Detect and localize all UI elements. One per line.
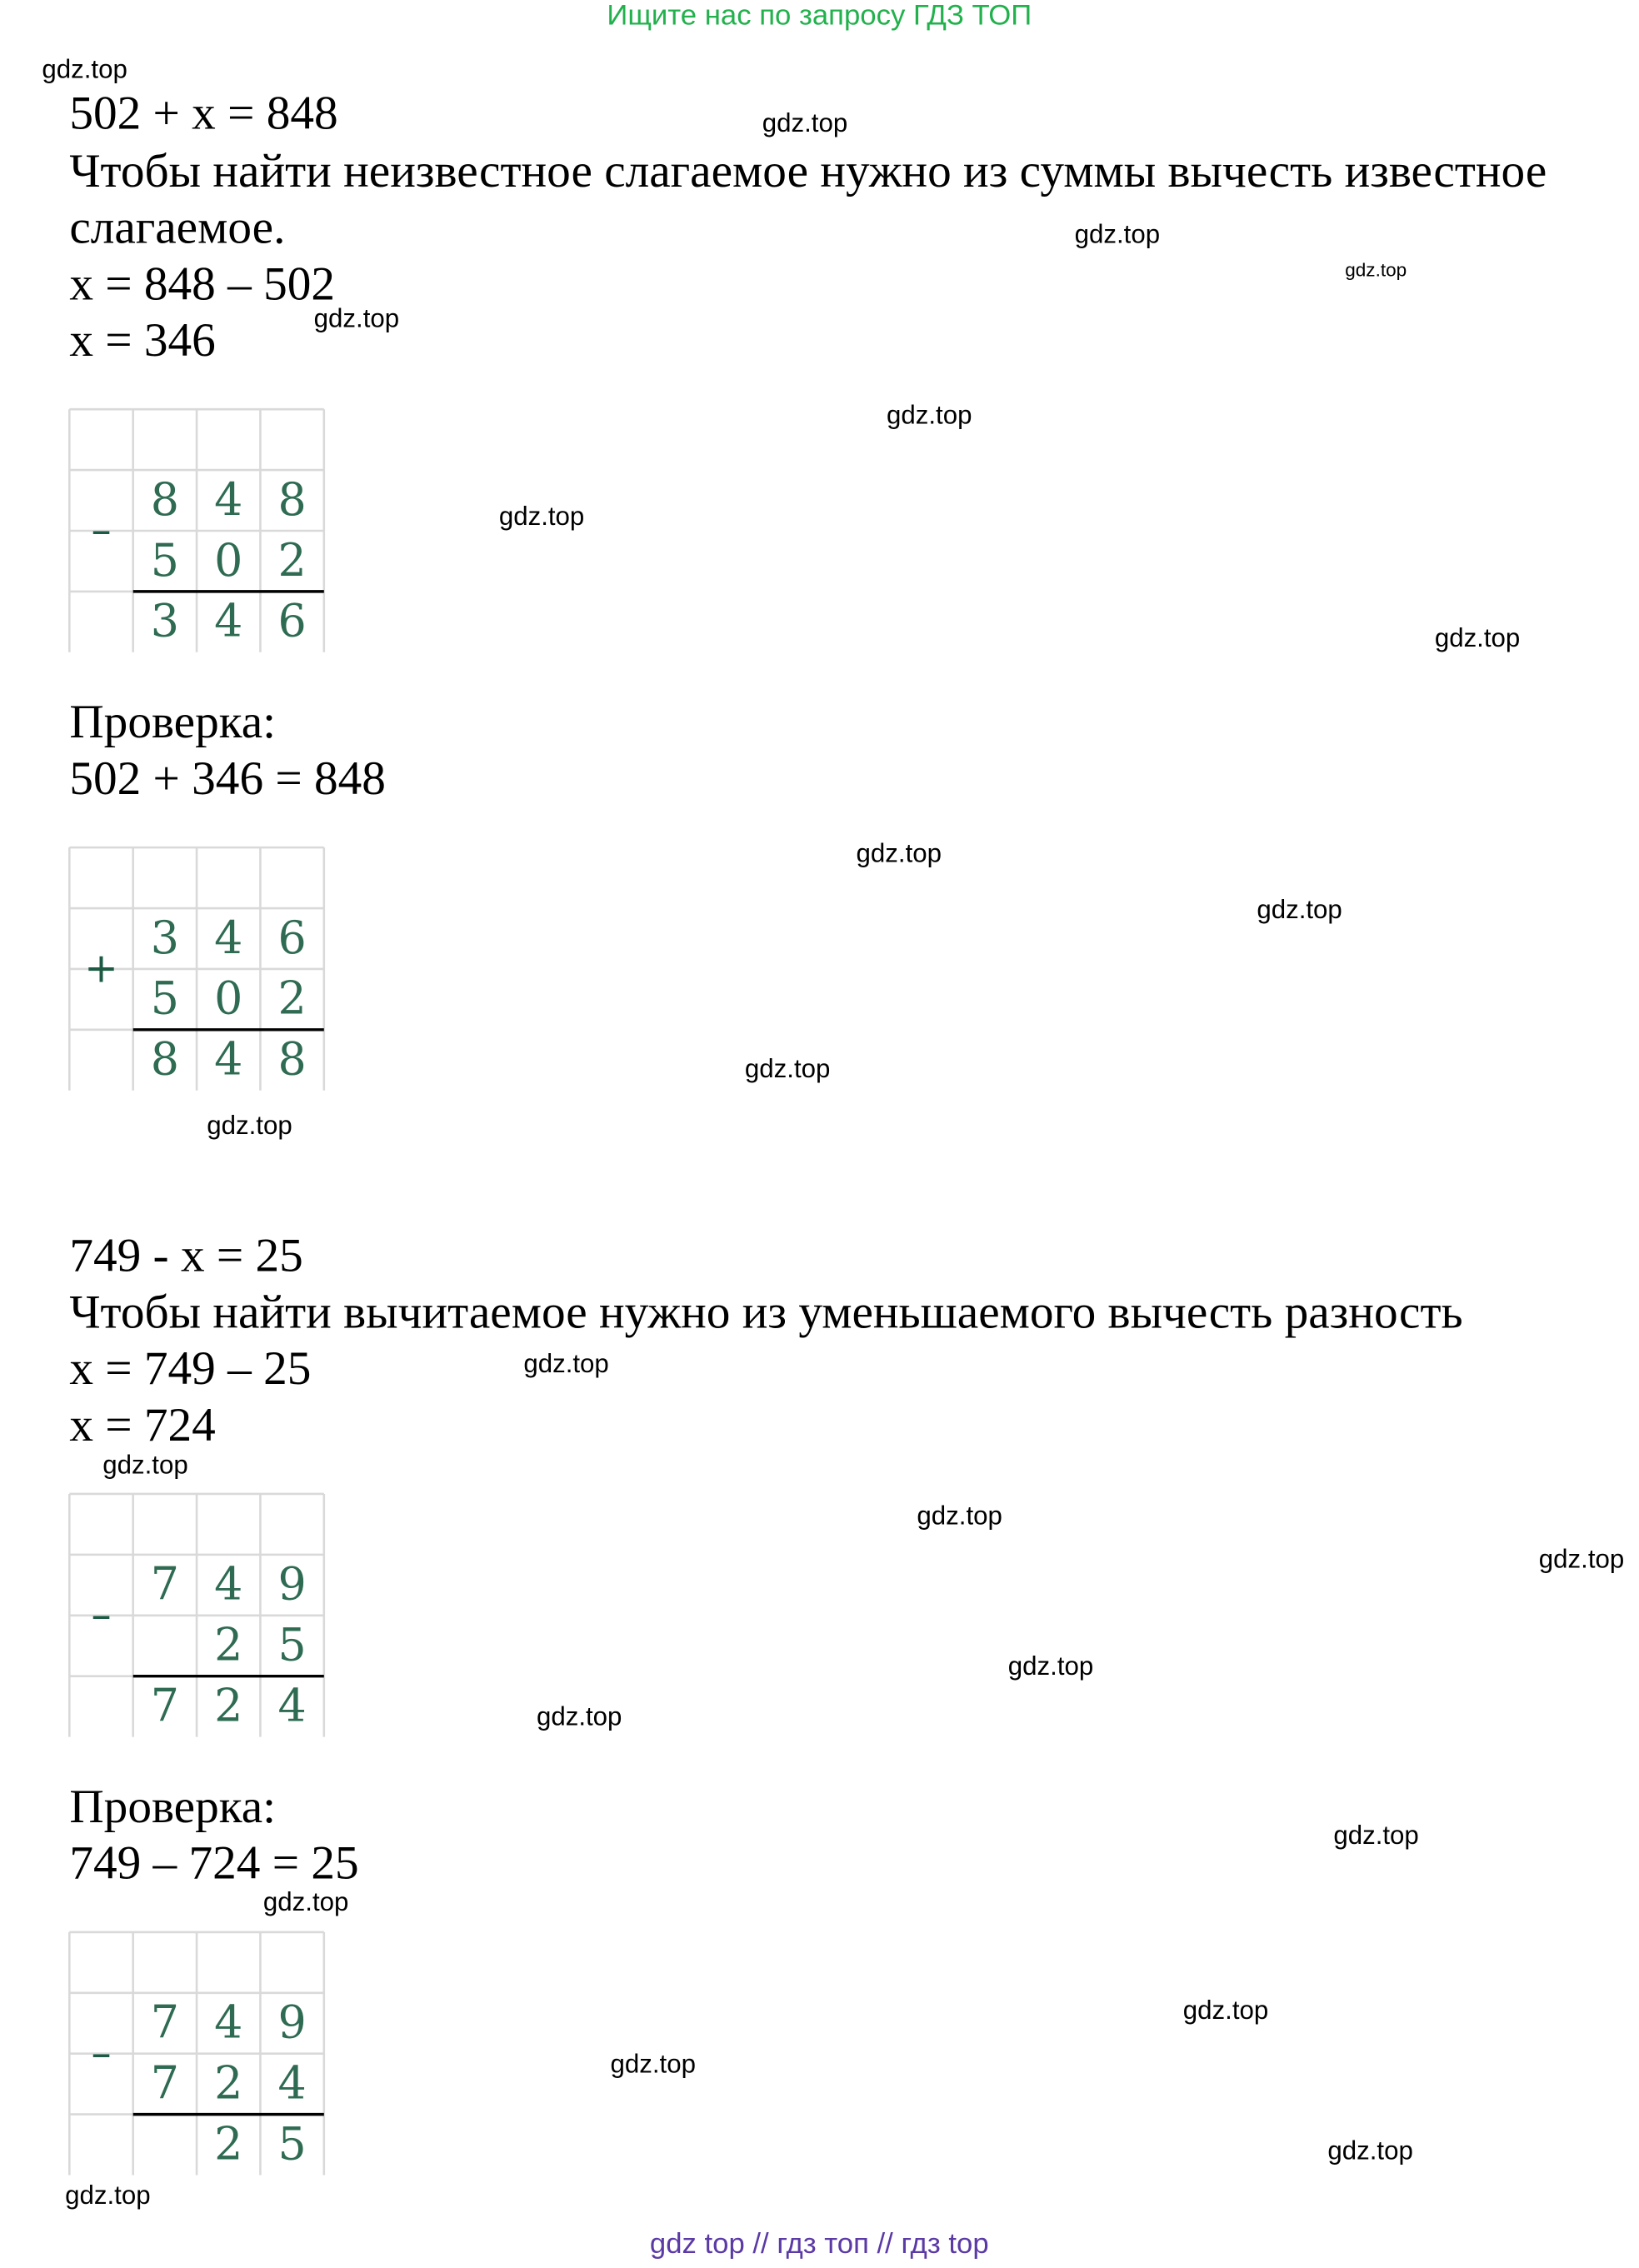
digit-cell: 5 [277,1619,307,1672]
digit-cell: 2 [214,2118,243,2171]
equation-1: 502 + x = 848 [69,87,338,141]
digit-cell: 2 [214,2057,243,2111]
digit-cell: 7 [150,1680,179,1733]
digit-cell: 6 [277,596,307,648]
digit-cell: 5 [150,535,179,587]
digit-cell: 3 [150,912,179,965]
digit-cell: 6 [277,912,307,965]
watermark: gdz.top [1007,1651,1094,1681]
digit-cell: 4 [214,596,243,648]
digit-cell: 2 [214,1619,243,1672]
watermark: gdz.top [536,1701,622,1731]
solution-2-step-2: x = 724 [69,1400,216,1452]
digit-cell [133,1616,197,1676]
digit-cell: 2 [277,973,307,1026]
digit-cell: 9 [277,1997,307,2050]
digit-cell: 4 [214,474,243,527]
digit-cell: 2 [277,535,307,587]
operator-sign: – [91,1591,112,1639]
watermark: gdz.top [1434,623,1521,652]
watermark: gdz.top [523,1349,609,1379]
equation-2: 749 - x = 25 [69,1231,303,1283]
operator-sign: – [91,506,112,554]
column-subtraction-check-2 [69,1932,323,2178]
digit-cell: 4 [214,1559,243,1611]
operator-sign: + [84,944,118,992]
column-subtraction-2 [69,1494,323,1740]
solution-1-step-2: x = 346 [69,315,216,367]
watermark: gdz.top [1074,219,1161,249]
operator-sign: – [91,2029,112,2077]
watermark: gdz.top [744,1054,831,1084]
digit-cell: 4 [214,912,243,965]
digit-cell: 2 [214,1680,243,1733]
solution-2-step-1: x = 749 – 25 [69,1343,312,1396]
digit-cell: 8 [150,474,179,527]
footer-links[interactable]: gdz top // гдз топ // гдз top [649,2228,989,2261]
watermark: gdz.top [498,502,585,532]
digit-cell: 4 [214,1997,243,2050]
promo-banner[interactable]: Ищите нас по запросу ГДЗ ТОП [607,0,1032,32]
watermark: gdz.top [1345,258,1407,281]
watermark: gdz.top [262,1887,349,1916]
digit-cell: 5 [277,2118,307,2171]
digit-cell: 3 [150,596,179,648]
watermark: gdz.top [762,108,848,137]
watermark: gdz.top [1333,1821,1419,1850]
rule-2: Чтобы найти вычитаемое нужно из уменьшаемого вычесть разность [69,1286,1463,1340]
digit-cell: 4 [277,1680,307,1733]
digit-cell: 8 [277,474,307,527]
column-subtraction-1 [69,409,323,655]
watermark: gdz.top [42,54,127,84]
watermark: gdz.top [886,400,972,430]
check-equation-1: 502 + 346 = 848 [69,753,386,806]
digit-cell: 8 [277,1034,307,1087]
digit-cell: 7 [150,1997,179,2050]
watermark: gdz.top [65,2181,151,2211]
rule-1-line-2: слагаемое. [69,202,286,255]
digit-cell [133,2115,197,2176]
digit-cell: 0 [214,973,243,1026]
check-equation-2: 749 – 724 = 25 [69,1838,359,1891]
column-addition-check-1 [69,847,323,1093]
solution-1-step-1: x = 848 – 502 [69,258,336,312]
rule-1-line-1: Чтобы найти неизвестное слагаемое нужно из суммы вычесть известное [69,146,1547,198]
digit-cell: 8 [150,1034,179,1087]
watermark: gdz.top [207,1111,292,1140]
watermark: gdz.top [313,303,400,333]
watermark: gdz.top [610,2049,696,2079]
check-label-1: Проверка: [69,697,277,750]
digit-cell: 4 [214,1034,243,1087]
watermark: gdz.top [1257,895,1342,925]
digit-cell: 7 [150,1559,179,1611]
watermark: gdz.top [1182,1996,1269,2025]
check-label-2: Проверка: [69,1781,277,1834]
digit-cell: 0 [214,535,243,587]
digit-cell: 4 [277,2057,307,2111]
watermark: gdz.top [856,838,942,868]
watermark: gdz.top [1327,2136,1413,2166]
digit-cell: 5 [150,973,179,1026]
digit-cell: 9 [277,1559,307,1611]
digit-cell: 7 [150,2057,179,2111]
watermark: gdz.top [1538,1544,1625,1574]
watermark: gdz.top [917,1501,1002,1531]
watermark: gdz.top [102,1450,188,1480]
